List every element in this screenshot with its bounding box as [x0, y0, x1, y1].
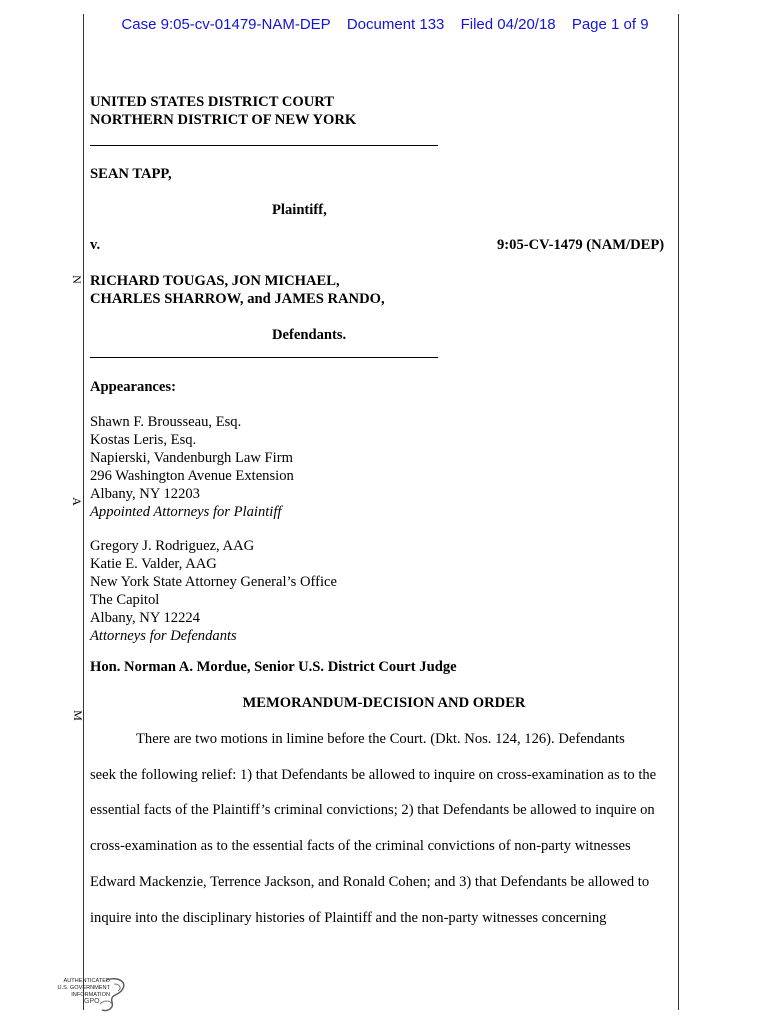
margin-letter-m: M [70, 710, 85, 721]
body-line: seek the following relief: 1) that Defendants be allowed to inquire on cross-examination as to the [90, 767, 657, 783]
defense-counsel-line: New York State Attorney General’s Office [90, 574, 337, 590]
document-title: MEMORANDUM-DECISION AND ORDER [242, 695, 526, 711]
seal-gpo-label: GPO [84, 998, 100, 1005]
plaintiff-role: Plaintiff, [272, 202, 327, 218]
defense-counsel-line: Katie E. Valder, AAG [90, 556, 217, 572]
defense-counsel-role: Attorneys for Defendants [90, 628, 237, 644]
header-document-number: Document 133 [346, 16, 445, 33]
body-line: essential facts of the Plaintiff’s criminal convictions; 2) that Defendants be allowed to inquire on [90, 802, 655, 818]
seal-text-line: INFORMATION [71, 992, 110, 998]
seal-text-line: AUTHENTICATED [63, 978, 110, 984]
plaintiff-counsel-line: Albany, NY 12203 [90, 486, 200, 502]
versus: v. [90, 237, 101, 253]
margin-letter-a: A [69, 497, 84, 506]
judge-name: Hon. Norman A. Mordue, Senior U.S. District Court Judge [90, 659, 457, 675]
court-name-line-2: NORTHERN DISTRICT OF NEW YORK [90, 112, 357, 128]
plaintiff-counsel-block [90, 413, 294, 521]
defendants-line-1: RICHARD TOUGAS, JON MICHAEL, [90, 273, 340, 289]
header-case-number: Case 9:05-cv-01479-NAM-DEP [121, 16, 331, 33]
defendants-line-2: CHARLES SHARROW, and JAMES RANDO, [90, 291, 385, 307]
eagle-icon [40, 974, 130, 1016]
right-margin-line [678, 14, 679, 1010]
header-stamp [0, 16, 770, 33]
header-filed-date: Filed 04/20/18 [460, 16, 556, 33]
header-page-number: Page 1 of 9 [571, 16, 649, 33]
seal-text-line: U.S. GOVERNMENT [57, 985, 110, 991]
defense-counsel-line: The Capitol [90, 592, 160, 608]
plaintiff-counsel-role: Appointed Attorneys for Plaintiff [90, 504, 282, 520]
margin-letter-n: N [69, 275, 84, 284]
plaintiff-counsel-line: 296 Washington Avenue Extension [90, 468, 294, 484]
plaintiff-counsel-line: Kostas Leris, Esq. [90, 432, 197, 448]
defense-counsel-block [90, 537, 337, 645]
plaintiff-counsel-line: Napierski, Vandenburgh Law Firm [90, 450, 293, 466]
body-line: There are two motions in limine before the Court. (Dkt. Nos. 124, 126). Defendants [136, 731, 625, 747]
defendants-role: Defendants. [272, 327, 347, 343]
defense-counsel-line: Albany, NY 12224 [90, 610, 200, 626]
plaintiff-name: SEAN TAPP, [90, 166, 172, 182]
caption-bottom-rule [90, 357, 438, 358]
body-line: Edward Mackenzie, Terrence Jackson, and Ronald Cohen; and 3) that Defendants be allowed to [90, 874, 650, 890]
court-name-line-1: UNITED STATES DISTRICT COURT [90, 94, 335, 110]
body-line: cross-examination as to the essential facts of the criminal convictions of non-party witnesses [90, 838, 631, 854]
caption-top-rule [90, 145, 438, 146]
defense-counsel-line: Gregory J. Rodriguez, AAG [90, 538, 255, 554]
plaintiff-counsel-line: Shawn F. Brousseau, Esq. [90, 414, 242, 430]
case-number: 9:05-CV-1479 (NAM/DEP) [497, 237, 665, 253]
gpo-authentication-seal [40, 974, 130, 1016]
left-margin-line [83, 14, 84, 1010]
body-line: inquire into the disciplinary histories of Plaintiff and the non-party witnesses concerning [90, 910, 607, 926]
appearances-heading: Appearances: [90, 379, 176, 395]
